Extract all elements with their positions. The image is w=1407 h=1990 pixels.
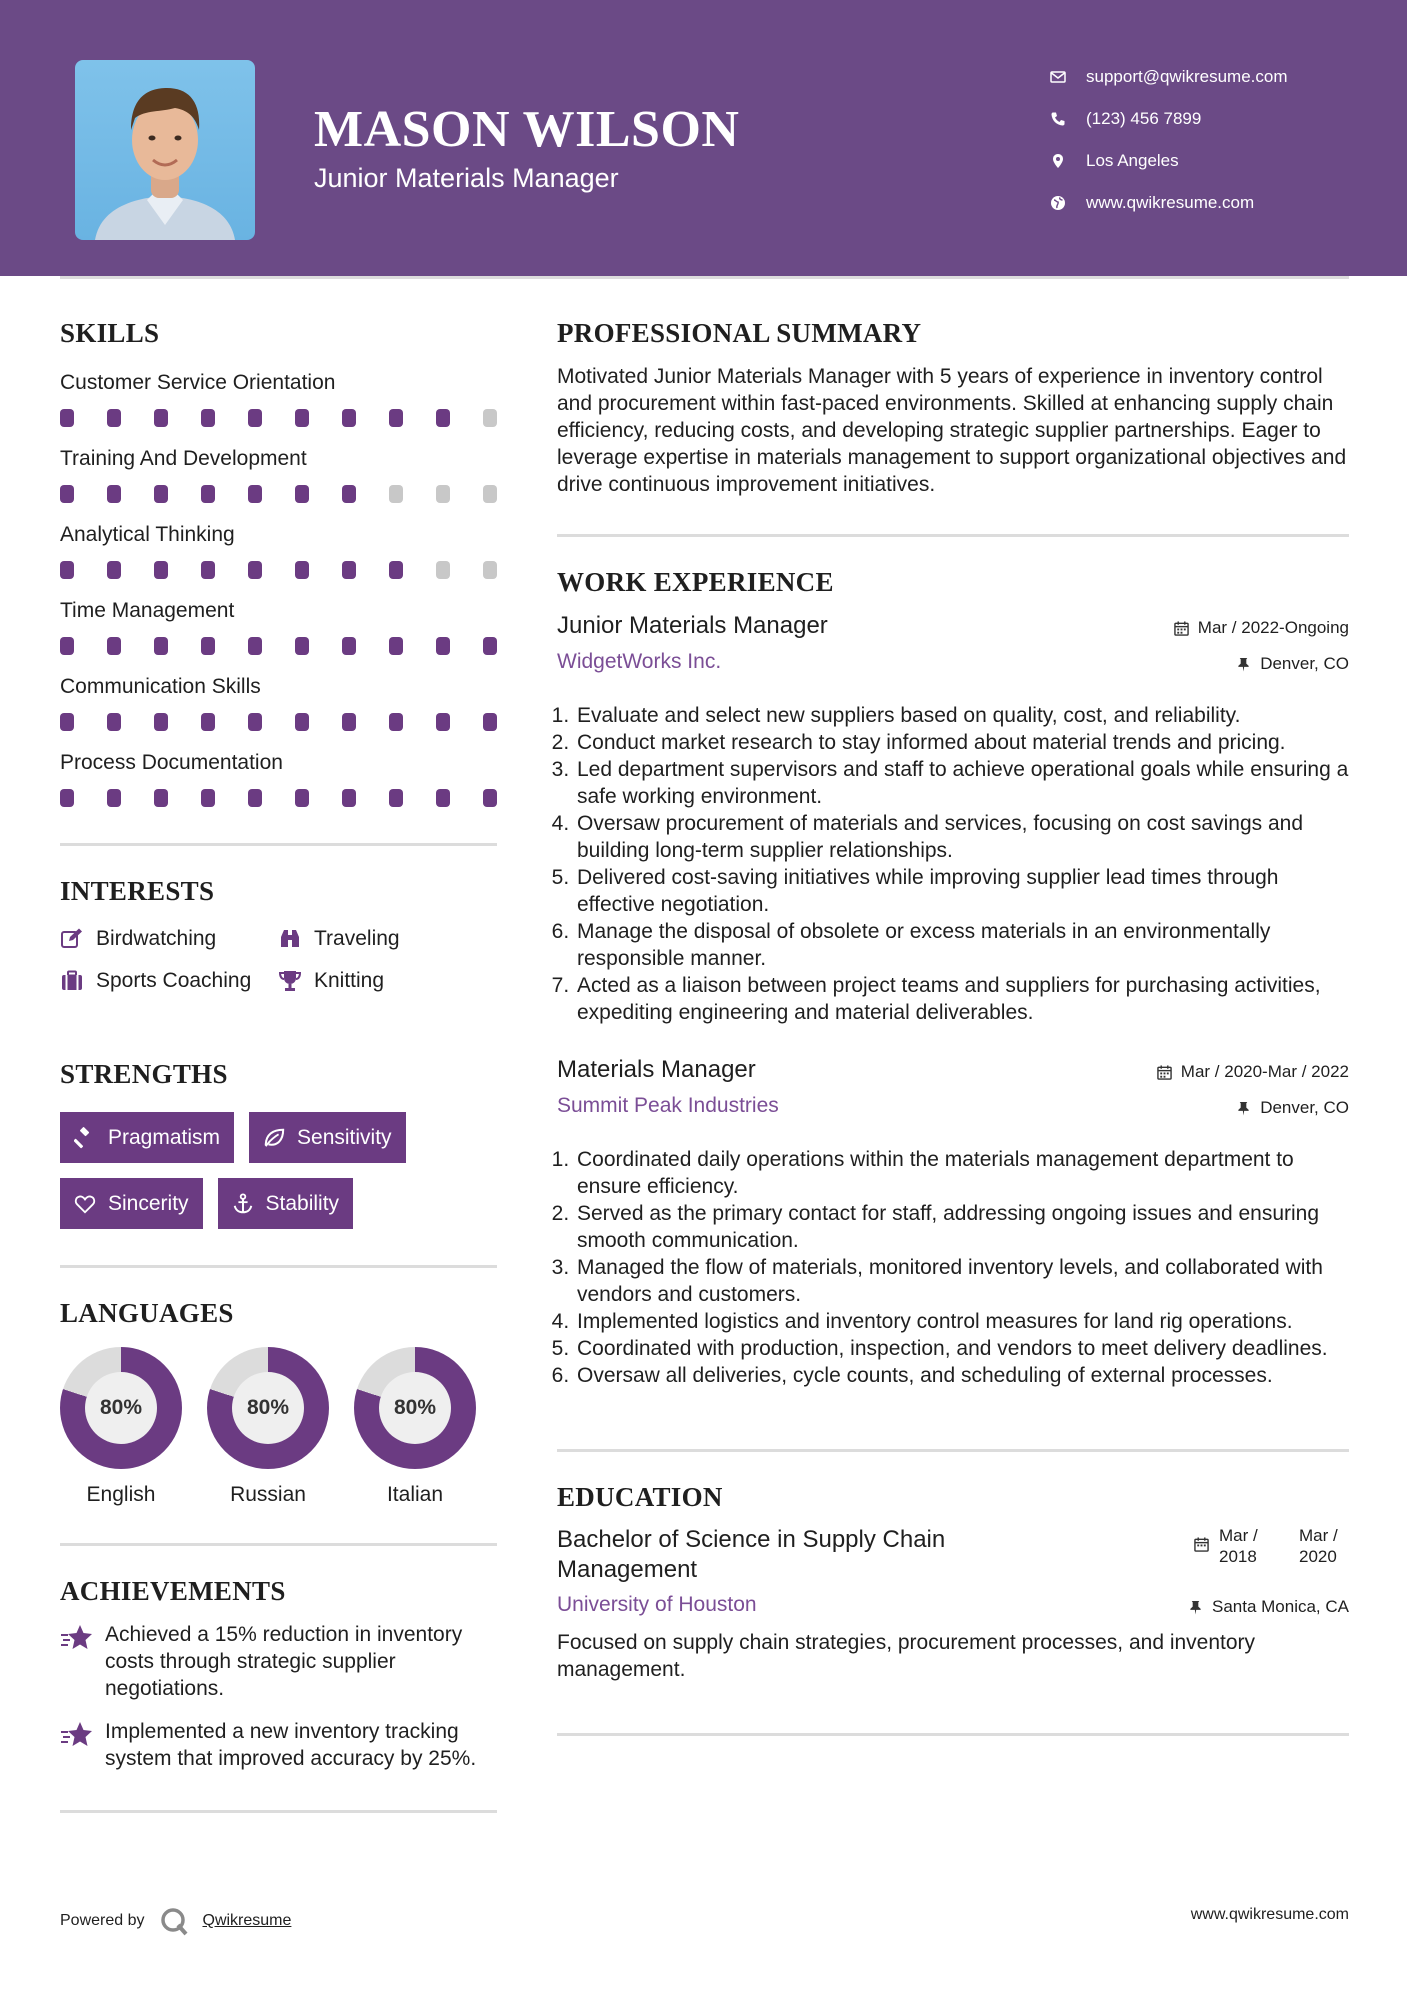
degree-title: Bachelor of Science in Supply Chain Management: [557, 1526, 946, 1583]
rating-dot-filled: [107, 561, 121, 579]
rating-dot-filled: [248, 409, 262, 427]
skill-name: Analytical Thinking: [60, 523, 235, 546]
rating-dot-filled: [342, 409, 356, 427]
contact-location: [1050, 140, 1380, 182]
strength-tag: [218, 1178, 354, 1229]
rating-dot-empty: [436, 561, 450, 579]
language-percent: 80%: [379, 1372, 451, 1444]
job-entry: [557, 612, 1349, 1026]
skill-name: Customer Service Orientation: [60, 371, 336, 394]
rating-dot-filled: [436, 713, 450, 731]
rating-dot-filled: [295, 485, 309, 503]
rating-dot-filled: [154, 789, 168, 807]
profile-photo: [75, 60, 255, 240]
language-ring: [207, 1347, 329, 1469]
interest-item: [60, 927, 278, 951]
summary-divider: [557, 534, 1349, 537]
interest-item: [60, 969, 278, 993]
language-name: English: [86, 1483, 156, 1506]
rating-dot-filled: [154, 713, 168, 731]
job-bullet: 1. Coordinated daily operations within the materials management department to ensure efficiency.: [575, 1146, 1349, 1200]
achievement-item: [60, 1718, 497, 1772]
interest-item: [278, 927, 497, 951]
rating-dot-filled: [154, 637, 168, 655]
rating-dot-filled: [107, 789, 121, 807]
achievement-item: [60, 1621, 497, 1702]
rating-dot-filled: [154, 409, 168, 427]
summary-title: PROFESSIONAL SUMMARY: [557, 318, 922, 348]
languages-divider: [60, 1543, 497, 1546]
achievement-text: Implemented a new inventory tracking system that improved accuracy by 25%.: [105, 1720, 477, 1770]
achievement-text: Achieved a 15% reduction in inventory costs through strategic supplier negotiations.: [105, 1623, 463, 1700]
rating-dot-filled: [389, 561, 403, 579]
job-bullet: 5. Coordinated with production, inspection, and vendors to meet delivery deadlines.: [575, 1335, 1349, 1362]
interest-label: Traveling: [314, 927, 400, 950]
candidate-title: Junior Materials Manager: [314, 163, 619, 193]
job-location: [1236, 1098, 1349, 1118]
strength-label: Sensitivity: [297, 1125, 392, 1149]
skill-item: [60, 445, 497, 503]
rating-dot-filled: [248, 789, 262, 807]
skill-name: Communication Skills: [60, 675, 261, 698]
strengths-list: [60, 1112, 497, 1229]
rating-dot-empty: [436, 485, 450, 503]
leaf-icon: [263, 1127, 285, 1149]
skill-rating: [60, 409, 497, 427]
skill-item: [60, 597, 497, 655]
rating-dot-empty: [483, 409, 497, 427]
experience-divider: [557, 1449, 1349, 1452]
job-bullet: 7. Acted as a liaison between project teams and suppliers for purchasing activities, expediting engineering and material deliverables.: [575, 972, 1349, 1026]
language-percent: 80%: [232, 1372, 304, 1444]
rating-dot-filled: [389, 789, 403, 807]
education-description: Focused on supply chain strategies, procurement processes, and inventory management.: [557, 1631, 1256, 1681]
rating-dot-filled: [342, 561, 356, 579]
language-percent: 80%: [85, 1372, 157, 1444]
experience-title: WORK EXPERIENCE: [557, 567, 834, 597]
job-bullet: 4. Oversaw procurement of materials and services, focusing on cost savings and building long-term supplier relationships.: [575, 810, 1349, 864]
education-location: [1188, 1597, 1349, 1617]
header-divider: [60, 276, 1349, 279]
rating-dot-filled: [60, 485, 74, 503]
job-entry: [557, 1056, 1349, 1389]
languages-title: LANGUAGES: [60, 1298, 234, 1328]
skills-divider: [60, 843, 497, 846]
rating-dot-filled: [248, 561, 262, 579]
education-date-end: Mar / 2020: [1299, 1526, 1338, 1566]
skill-rating: [60, 637, 497, 655]
strengths-title: STRENGTHS: [60, 1059, 228, 1089]
rating-dot-filled: [342, 485, 356, 503]
job-bullets: [557, 702, 1349, 1026]
interests-title: INTERESTS: [60, 876, 215, 906]
powered-by: [60, 1906, 291, 1936]
rating-dot-filled: [60, 561, 74, 579]
skill-rating: [60, 713, 497, 731]
rating-dot-filled: [342, 789, 356, 807]
skill-rating: [60, 561, 497, 579]
powered-by-label: Powered by: [60, 1912, 145, 1929]
education-divider: [557, 1733, 1349, 1736]
contact-phone-text: (123) 456 7899: [1086, 109, 1202, 128]
interests-list: [60, 927, 497, 993]
job-bullet: 5. Delivered cost-saving initiatives while improving supplier lead times through effective negotiation.: [575, 864, 1349, 918]
rating-dot-filled: [389, 637, 403, 655]
skill-rating: [60, 789, 497, 807]
pushpin-icon: [1236, 1101, 1251, 1116]
candidate-name: MASON WILSON: [314, 101, 740, 158]
rating-dot-filled: [248, 713, 262, 731]
job-date: [1174, 618, 1349, 638]
rating-dot-filled: [201, 485, 215, 503]
job-location-text: Denver, CO: [1260, 654, 1349, 673]
rating-dot-filled: [436, 789, 450, 807]
gavel-icon: [74, 1127, 96, 1149]
rating-dot-empty: [389, 485, 403, 503]
job-bullet: 3. Managed the flow of materials, monitored inventory levels, and collaborated with vendors and customers.: [575, 1254, 1349, 1308]
rating-dot-filled: [342, 637, 356, 655]
rating-dot-filled: [201, 409, 215, 427]
job-bullet: 4. Implemented logistics and inventory control measures for land rig operations.: [575, 1308, 1349, 1335]
interest-label: Birdwatching: [96, 927, 217, 950]
rating-dot-filled: [201, 561, 215, 579]
contact-phone[interactable]: [1050, 98, 1380, 140]
strength-tag: [60, 1112, 234, 1163]
languages-list: [60, 1347, 497, 1507]
skills-title: SKILLS: [60, 318, 160, 348]
contact-list: [1050, 56, 1380, 224]
job-bullet: 2. Conduct market research to stay informed about material trends and pricing.: [575, 729, 1349, 756]
company-name: WidgetWorks Inc.: [557, 650, 722, 673]
footer-url[interactable]: www.qwikresume.com: [1190, 1906, 1349, 1923]
job-bullets: [557, 1146, 1349, 1389]
interest-label: Sports Coaching: [96, 969, 252, 992]
rating-dot-filled: [483, 713, 497, 731]
education-entry: [557, 1525, 1349, 1683]
skill-item: [60, 369, 497, 427]
edit-icon: [60, 927, 96, 951]
skill-rating: [60, 485, 497, 503]
job-date-text: Mar / 2022-Ongoing: [1197, 618, 1349, 637]
language-item: [354, 1347, 476, 1507]
job-date-text: Mar / 2020-Mar / 2022: [1180, 1062, 1349, 1081]
contact-email-text: support@qwikresume.com: [1086, 67, 1288, 86]
skill-name: Training And Development: [60, 447, 307, 470]
achievements-title: ACHIEVEMENTS: [60, 1576, 286, 1606]
education-date: [1194, 1525, 1349, 1567]
rating-dot-filled: [295, 637, 309, 655]
rating-dot-filled: [342, 713, 356, 731]
rating-dot-filled: [201, 789, 215, 807]
heart-icon: [74, 1193, 96, 1215]
language-item: [60, 1347, 182, 1507]
anchor-icon: [232, 1193, 254, 1215]
job-bullet: 6. Manage the disposal of obsolete or excess materials in an environmentally responsible manner.: [575, 918, 1349, 972]
rating-dot-filled: [60, 637, 74, 655]
rating-dot-empty: [483, 485, 497, 503]
rating-dot-filled: [483, 789, 497, 807]
strength-tag: [60, 1178, 203, 1229]
contact-website-text: www.qwikresume.com: [1086, 193, 1255, 212]
job-date: [1157, 1062, 1349, 1082]
rating-dot-filled: [154, 485, 168, 503]
education-title: EDUCATION: [557, 1482, 723, 1512]
rating-dot-filled: [107, 409, 121, 427]
job-title: Junior Materials Manager: [557, 612, 828, 639]
skill-name: Time Management: [60, 599, 235, 622]
job-bullet: 6. Oversaw all deliveries, cycle counts, and scheduling of external processes.: [575, 1362, 1349, 1389]
education-location-text: Santa Monica, CA: [1211, 1597, 1349, 1616]
rating-dot-filled: [389, 409, 403, 427]
rating-dot-filled: [295, 561, 309, 579]
phone-icon: [1050, 111, 1086, 127]
interest-label: Knitting: [314, 969, 385, 992]
rating-dot-filled: [483, 637, 497, 655]
education-date-start: Mar / 2018: [1219, 1526, 1258, 1566]
rating-dot-filled: [248, 637, 262, 655]
strengths-divider: [60, 1265, 497, 1268]
rating-dot-filled: [60, 409, 74, 427]
strength-label: Sincerity: [108, 1191, 189, 1215]
rating-dot-empty: [483, 561, 497, 579]
school-name: University of Houston: [557, 1593, 757, 1616]
summary-text: Motivated Junior Materials Manager with 5 years of experience in inventory control and procurement within fast-paced environments. Skilled at enhancing supply chain efficiency, reducing costs, and developing strategic supplier partnerships. Eager to leverage expertise in materials management to support organizational objectives and drive continuous improvement initiatives.: [557, 365, 1347, 496]
skills-list: [60, 369, 497, 807]
brand-link[interactable]: Qwikresume: [202, 1912, 292, 1929]
rating-dot-filled: [60, 789, 74, 807]
job-bullet: 2. Served as the primary contact for staff, addressing ongoing issues and ensuring smooth communication.: [575, 1200, 1349, 1254]
contact-website[interactable]: [1050, 182, 1380, 224]
calendar-icon: [1174, 621, 1189, 636]
star-badge-icon: [60, 1718, 105, 1755]
rating-dot-filled: [295, 409, 309, 427]
page-footer: [60, 1902, 1349, 1932]
job-bullet: 1. Evaluate and select new suppliers based on quality, cost, and reliability.: [575, 702, 1349, 729]
calendar-icon: [1157, 1065, 1172, 1080]
rating-dot-filled: [107, 637, 121, 655]
job-title: Materials Manager: [557, 1056, 756, 1083]
resume-header: [0, 0, 1407, 276]
briefcase-icon: [60, 969, 96, 993]
pushpin-icon: [1236, 657, 1251, 672]
rating-dot-filled: [295, 789, 309, 807]
binoculars-icon: [278, 927, 314, 951]
language-ring: [60, 1347, 182, 1469]
rating-dot-filled: [201, 637, 215, 655]
interest-item: [278, 969, 497, 993]
rating-dot-filled: [107, 485, 121, 503]
language-item: [207, 1347, 329, 1507]
strength-tag: [249, 1112, 406, 1163]
rating-dot-filled: [295, 713, 309, 731]
rating-dot-filled: [248, 485, 262, 503]
contact-email[interactable]: [1050, 56, 1380, 98]
language-ring: [354, 1347, 476, 1469]
skill-item: [60, 521, 497, 579]
calendar-icon: [1194, 1537, 1209, 1552]
skill-item: [60, 749, 497, 807]
star-badge-icon: [60, 1621, 105, 1658]
envelope-icon: [1050, 69, 1086, 85]
qwikresume-logo-icon: [159, 1906, 189, 1936]
globe-icon: [1050, 195, 1086, 211]
strength-label: Stability: [265, 1191, 340, 1215]
language-name: Italian: [386, 1483, 444, 1506]
left-column: [60, 318, 497, 1813]
language-name: Russian: [230, 1483, 306, 1506]
pushpin-icon: [1188, 1600, 1203, 1615]
rating-dot-filled: [436, 409, 450, 427]
rating-dot-filled: [201, 713, 215, 731]
trophy-icon: [278, 969, 314, 993]
strength-label: Pragmatism: [108, 1125, 221, 1149]
job-location-text: Denver, CO: [1260, 1098, 1349, 1117]
skill-name: Process Documentation: [60, 751, 283, 774]
job-location: [1236, 654, 1349, 674]
skill-item: [60, 673, 497, 731]
job-bullet: 3. Led department supervisors and staff to achieve operational goals while ensuring a safe working environment.: [575, 756, 1349, 810]
rating-dot-filled: [389, 713, 403, 731]
right-column: [557, 318, 1349, 1736]
rating-dot-filled: [154, 561, 168, 579]
contact-location-text: Los Angeles: [1086, 151, 1179, 170]
achievements-divider: [60, 1810, 497, 1813]
rating-dot-filled: [107, 713, 121, 731]
company-name: Summit Peak Industries: [557, 1094, 779, 1117]
location-pin-icon: [1050, 153, 1086, 169]
rating-dot-filled: [60, 713, 74, 731]
rating-dot-filled: [436, 637, 450, 655]
